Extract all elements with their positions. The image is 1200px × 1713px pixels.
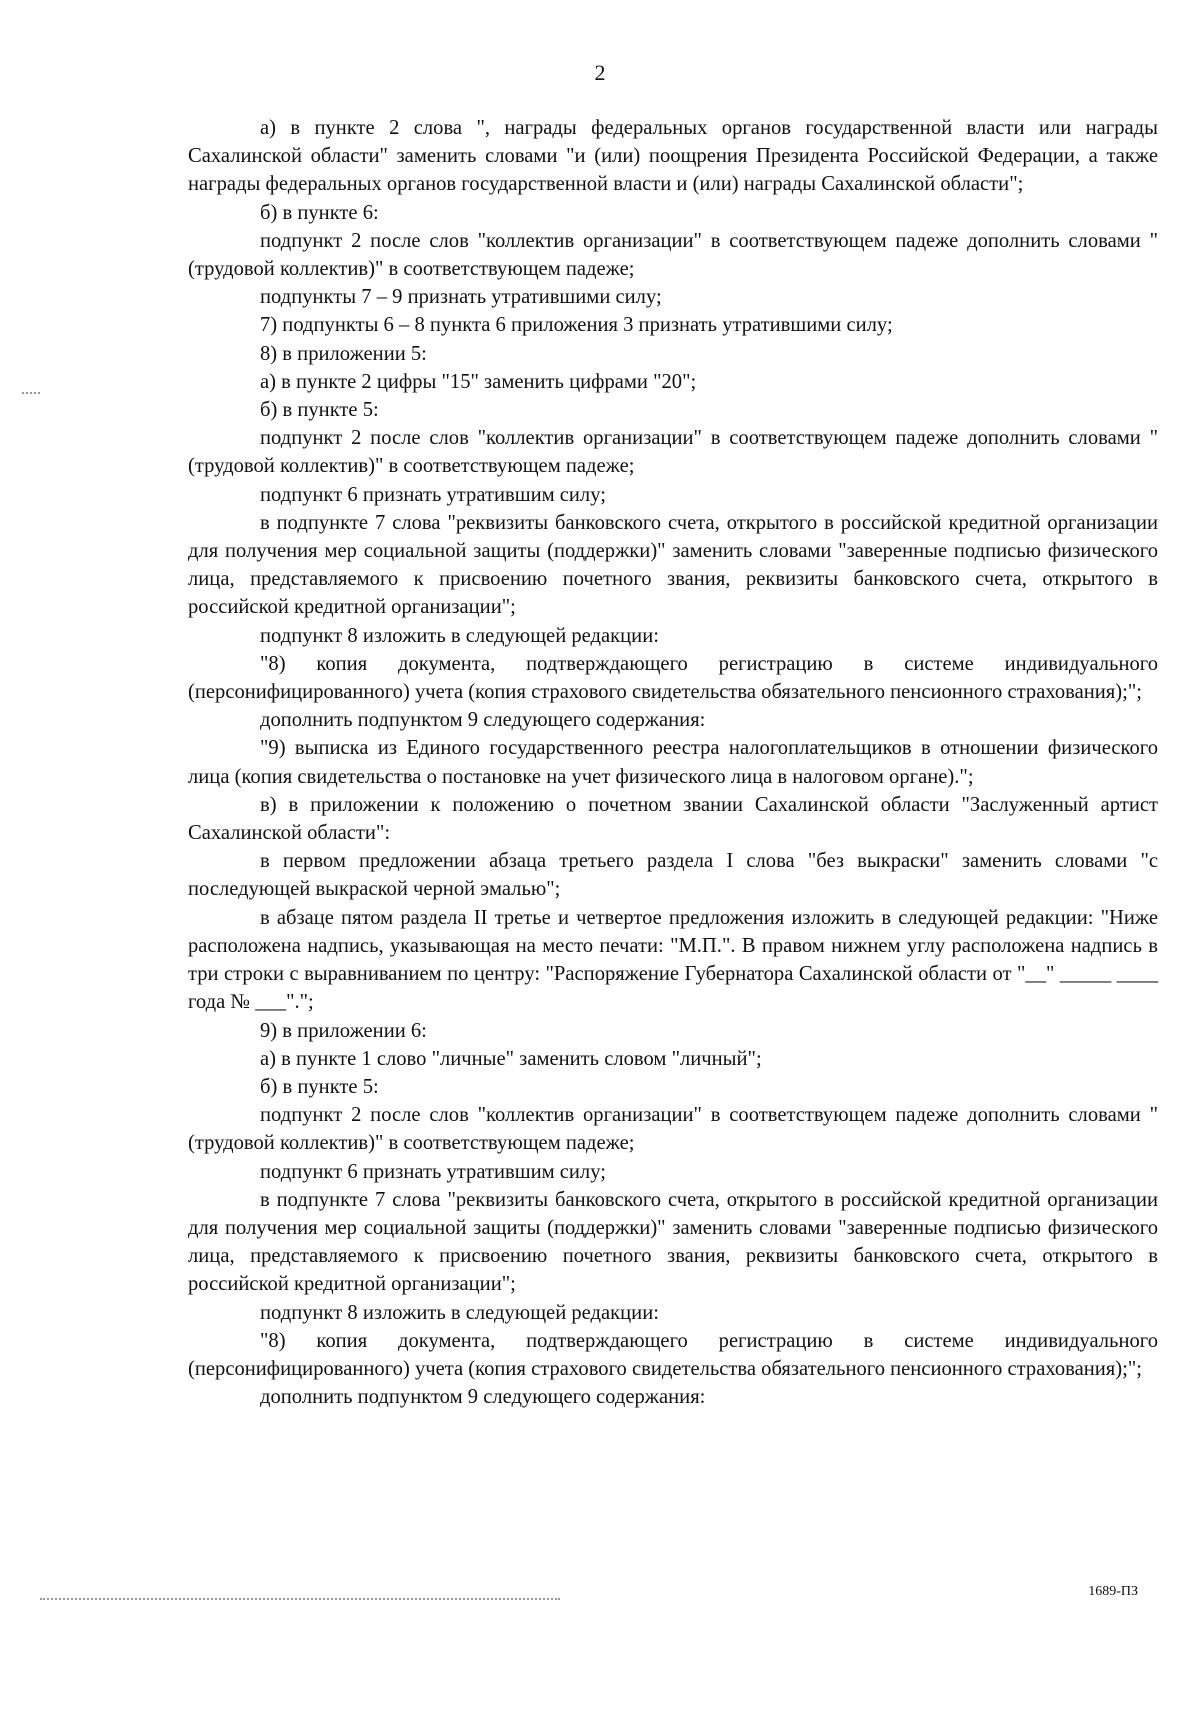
paragraph: 7) подпункты 6 – 8 пункта 6 приложения 3 признать утратившими силу; [260,314,893,337]
paragraph: в) в приложении к положению о почетном звании Сахалинской области "Заслуженный артист Сахалинской области": [188,793,1158,845]
paragraph: подпункт 6 признать утратившим силу; [260,483,606,506]
paragraph: б) в пункте 5: [260,1075,379,1098]
scan-artifact-dots [40,1598,560,1602]
page-number: 2 [594,60,606,85]
body-text [188,114,1158,1411]
paragraph: а) в пункте 2 слова ", награды федеральных органов государственной власти или награды Сахалинской области" заменить словами "и (или) поощрения Президента Российской Федерации, а также награды федеральных органов государственной власти и (или) награды Сахалинской области"; [188,117,1158,196]
paragraph: подпункт 2 после слов "коллектив организации" в соответствующем падеже дополнить словами "(трудовой коллектив)" в соответствующем падеже; [188,229,1158,281]
paragraph: 9) в приложении 6: [260,1019,427,1042]
paragraph: подпункты 7 – 9 признать утратившими силу; [260,286,662,309]
paragraph: б) в пункте 5: [260,399,379,422]
paragraph: в подпункте 7 слова "реквизиты банковского счета, открытого в российской кредитной организации для получения мер социальной защиты (поддержки)" заменить словами "заверенные подписью физического лица, представляемого к присвоению почетного звания, реквизиты банковского счета, открытого в российской кредитной организации"; [188,511,1158,619]
footer-document-code: 1689-ПЗ [1088,1584,1138,1599]
paragraph: в подпункте 7 слова "реквизиты банковского счета, открытого в российской кредитной организации для получения мер социальной защиты (поддержки)" заменить словами "заверенные подписью физического лица, представляемого к присвоению почетного звания, реквизиты банковского счета, открытого в российской кредитной организации"; [188,1188,1158,1296]
paragraph: 8) в приложении 5: [260,342,427,365]
paragraph: б) в пункте 6: [260,201,379,224]
paragraph: а) в пункте 2 цифры "15" заменить цифрами "20"; [260,370,697,393]
paragraph: подпункт 2 после слов "коллектив организации" в соответствующем падеже дополнить словами "(трудовой коллектив)" в соответствующем падеже; [188,427,1158,478]
paragraph: дополнить подпунктом 9 следующего содержания: [260,709,706,732]
paragraph: подпункт 6 признать утратившим силу; [260,1160,606,1183]
paragraph: "9) выписка из Единого государственного реестра налогоплательщиков в отношении физического лица (копия свидетельства о постановке на учет физического лица в налоговом органе)."; [188,737,1158,788]
paragraph: подпункт 8 изложить в следующей редакции: [260,624,659,647]
paragraph: в первом предложении абзаца третьего раздела I слова "без выкраски" заменить словами "с последующей выкраской черной эмалью"; [188,850,1158,901]
paragraph: подпункт 2 после слов "коллектив организации" в соответствующем падеже дополнить словами "(трудовой коллектив)" в соответствующем падеже; [188,1104,1158,1155]
paragraph: дополнить подпунктом 9 следующего содержания: [260,1386,706,1409]
paragraph: "8) копия документа, подтверждающего регистрацию в системе индивидуального (персонифицированного) учета (копия страхового свидетельства обязательного пенсионного страхования);"; [188,652,1158,704]
paragraph: в абзаце пятом раздела II третье и четвертое предложения изложить в следующей редакции: "Ниже расположена надпись, указывающая на место печати: "М.П.". В правом нижнем углу расположена надпись в три строки с выравниванием по центру: "Распоряжение Губернатора Сахалинской области от "__" _____ ____ года № ___"."; [188,906,1158,1014]
scan-artifact-margin-mark [22,392,40,396]
paragraph: "8) копия документа, подтверждающего регистрацию в системе индивидуального (персонифицированного) учета (копия страхового свидетельства обязательного пенсионного страхования);"; [188,1329,1158,1380]
paragraph: а) в пункте 1 слово "личные" заменить словом "личный"; [260,1047,762,1070]
paragraph: подпункт 8 изложить в следующей редакции: [260,1301,659,1324]
